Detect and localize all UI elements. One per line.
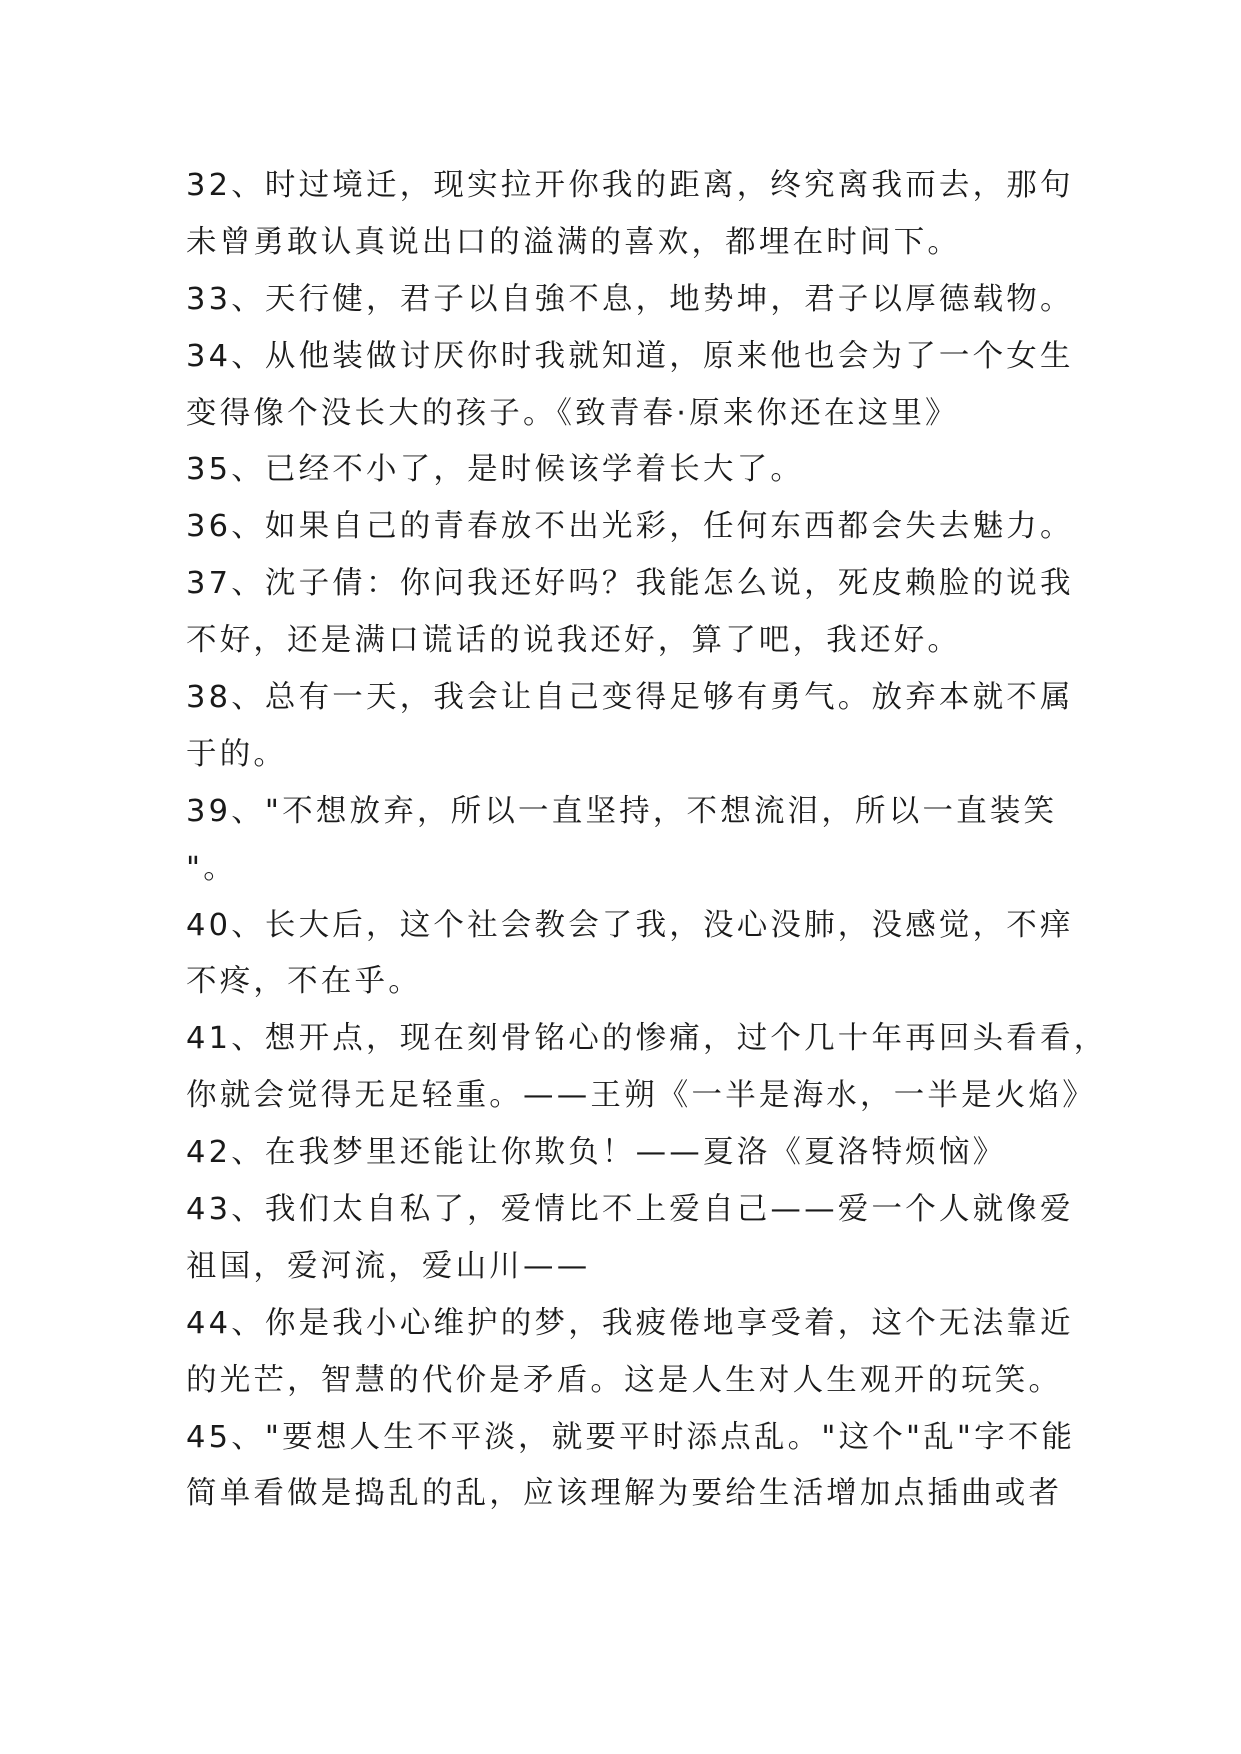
text-line: 不疼，不在乎。 [186, 964, 422, 1000]
text-line: 33、天行健，君子以自強不息，地势坤，君子以厚德载物。 [186, 281, 1074, 317]
text-line: "。 [186, 850, 237, 886]
text-line: 简单看做是捣乱的乱，应该理解为要给生活增加点插曲或者 [186, 1476, 1063, 1512]
text-line: 44、你是我小心维护的梦，我疲倦地享受着，这个无法靠近 [186, 1305, 1074, 1341]
text-line: 未曾勇敢认真说出口的溢满的喜欢，都埋在时间下。 [186, 224, 962, 260]
text-line: 39、"不想放弃，所以一直坚持，不想流泪，所以一直装笑 [186, 793, 1058, 829]
text-line: 40、长大后，这个社会教会了我，没心没肺，没感觉，不痒 [186, 907, 1074, 943]
text-line: 42、在我梦里还能让你欺负！——夏洛《夏洛特烦恼》 [186, 1135, 1007, 1171]
text-line: 变得像个没长大的孩子。《致青春·原来你还在这里》 [186, 395, 959, 431]
text-line: 32、时过境迁，现实拉开你我的距离，终究离我而去，那句 [186, 168, 1074, 203]
text-line: 41、想开点，现在刻骨铭心的惨痛，过个几十年再回头看看， [186, 1021, 1108, 1057]
text-line: 35、已经不小了，是时候该学着长大了。 [186, 452, 805, 488]
text-line: 34、从他装做讨厌你时我就知道，原来他也会为了一个女生 [186, 338, 1074, 374]
text-line: 43、我们太自私了，爱情比不上爱自己——爱一个人就像爱 [186, 1192, 1074, 1228]
text-line: 45、"要想人生不平淡，就要平时添点乱。"这个"乱"字不能 [186, 1419, 1076, 1455]
document-body [186, 158, 1108, 1523]
text-line: 37、沈子倩：你问我还好吗？我能怎么说，死皮赖脸的说我 [186, 566, 1074, 602]
text-line: 祖国，爱河流，爱山川—— [186, 1248, 591, 1284]
text-line: 38、总有一天，我会让自己变得足够有勇气。放弃本就不属 [186, 680, 1074, 716]
text-line: 不好，还是满口谎话的说我还好，算了吧，我还好。 [186, 623, 962, 659]
text-line: 你就会觉得无足轻重。——王朔《一半是海水，一半是火焰》 [186, 1078, 1096, 1114]
text-line: 于的。 [186, 736, 288, 772]
text-line: 36、如果自己的青春放不出光彩，任何东西都会失去魅力。 [186, 509, 1074, 545]
text-line: 的光芒，智慧的代价是矛盾。这是人生对人生观开的玩笑。 [186, 1362, 1063, 1398]
